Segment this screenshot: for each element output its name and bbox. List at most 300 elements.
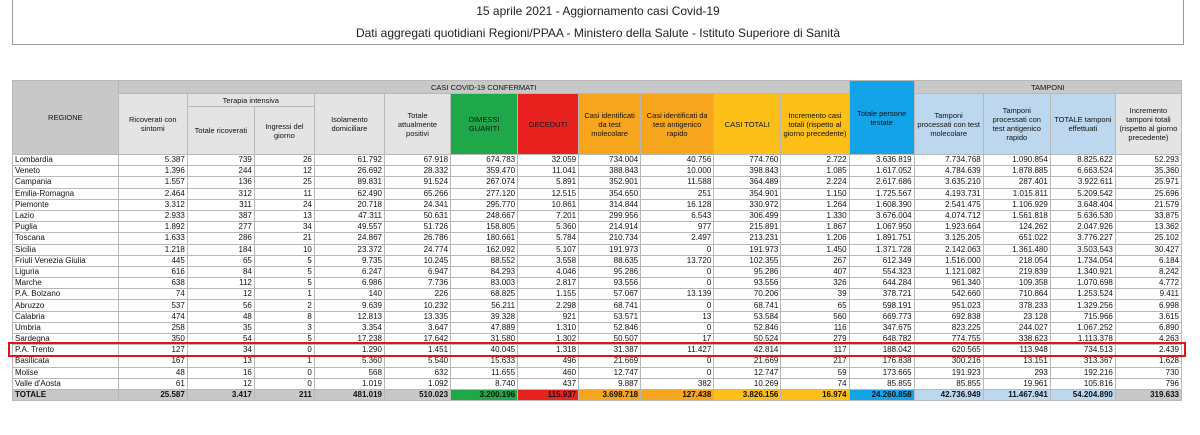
value-cell: 210.734 [579,233,641,244]
value-cell: 52.846 [579,322,641,333]
value-cell: 7.734.768 [914,155,983,166]
value-cell: 85.855 [849,378,914,389]
value-cell: 34 [254,222,314,233]
region-name-cell: Basilicata [13,356,119,367]
value-cell: 34 [187,345,254,356]
value-cell: 7.201 [518,210,579,221]
value-cell: 1.264 [781,199,849,210]
value-cell: 560 [781,311,849,322]
table-row [13,210,1182,221]
region-name-cell: Toscana [13,233,119,244]
value-cell: 102.355 [714,255,781,266]
value-cell: 50.631 [384,210,450,221]
value-cell: 2.497 [641,233,714,244]
total-value-cell: 127.438 [641,389,714,400]
value-cell: 1.106.929 [983,199,1050,210]
value-cell: 6.998 [1115,300,1181,311]
value-cell: 1.340.921 [1050,266,1115,277]
value-cell: 5.891 [518,177,579,188]
value-cell: 0 [254,345,314,356]
region-name-cell: Valle d'Aosta [13,378,119,389]
value-cell: 5.540 [384,356,450,367]
value-cell: 68.741 [714,300,781,311]
value-cell: 5 [254,266,314,277]
value-cell: 644.284 [849,278,914,289]
value-cell: 47.889 [451,322,518,333]
value-cell: 61.792 [314,155,384,166]
value-cell: 62.490 [314,188,384,199]
value-cell: 7.736 [384,278,450,289]
value-cell: 10.269 [714,378,781,389]
value-cell: 2.933 [118,210,187,221]
total-value-cell: 25.587 [118,389,187,400]
value-cell: 35 [187,322,254,333]
value-cell: 1.302 [518,334,579,345]
value-cell: 176.838 [849,356,914,367]
value-cell: 40.756 [641,155,714,166]
value-cell: 12.515 [518,188,579,199]
value-cell: 359.470 [451,166,518,177]
value-cell: 2.617.686 [849,177,914,188]
value-cell: 11.655 [451,367,518,378]
value-cell: 10.861 [518,199,579,210]
region-name-cell: Calabria [13,311,119,322]
value-cell: 244.027 [983,322,1050,333]
value-cell: 3.615 [1115,311,1181,322]
value-cell: 4.263 [1115,334,1181,345]
value-cell: 3.648.404 [1050,199,1115,210]
value-cell: 24.774 [384,244,450,255]
total-value-cell: 3.200.196 [451,389,518,400]
table-row [13,345,1182,356]
value-cell: 218.054 [983,255,1050,266]
table-row [13,300,1182,311]
value-cell: 1.113.378 [1050,334,1115,345]
value-cell: 1.891.751 [849,233,914,244]
value-cell: 248.667 [451,210,518,221]
value-cell: 300.216 [914,356,983,367]
value-cell: 277.120 [451,188,518,199]
value-cell: 338.623 [983,334,1050,345]
value-cell: 30.427 [1115,244,1181,255]
value-cell: 4.193.731 [914,188,983,199]
value-cell: 669.773 [849,311,914,322]
region-name-cell: Sicilia [13,244,119,255]
value-cell: 25.696 [1115,188,1181,199]
total-value-cell: 3.417 [187,389,254,400]
value-cell: 1.451 [384,345,450,356]
value-cell: 258 [118,322,187,333]
value-cell: 9.411 [1115,289,1181,300]
value-cell: 49.557 [314,222,384,233]
report-subtitle: Dati aggregati quotidiani Regioni/PPAA - Ministero della Salute - Istituto Superiore di Sanità [355,26,841,40]
value-cell: 42.814 [714,345,781,356]
value-cell: 612.349 [849,255,914,266]
value-cell: 24.341 [384,199,450,210]
value-cell: 3.776.227 [1050,233,1115,244]
value-cell: 105.816 [1050,378,1115,389]
value-cell: 89.831 [314,177,384,188]
table-row [13,266,1182,277]
total-value-cell: 42.736.949 [914,389,983,400]
value-cell: 774.760 [714,155,781,166]
total-row [13,389,1182,400]
total-value-cell: 16.974 [781,389,849,400]
value-cell: 4.784.639 [914,166,983,177]
region-name-cell: Puglia [13,222,119,233]
value-cell: 977 [641,222,714,233]
value-cell: 715.966 [1050,311,1115,322]
col-header-ricoverati: Ricoverati con sintomi [118,94,187,155]
value-cell: 54 [187,334,254,345]
value-cell: 40.045 [451,345,518,356]
value-cell: 286 [187,233,254,244]
value-cell: 12 [187,378,254,389]
value-cell: 616 [118,266,187,277]
value-cell: 352.901 [579,177,641,188]
value-cell: 215.891 [714,222,781,233]
value-cell: 3.636.819 [849,155,914,166]
value-cell: 13 [187,356,254,367]
value-cell: 1.561.818 [983,210,1050,221]
table-row [13,155,1182,166]
value-cell: 53.571 [579,311,641,322]
value-cell: 50.507 [579,334,641,345]
value-cell: 113.948 [983,345,1050,356]
value-cell: 6.184 [1115,255,1181,266]
value-cell: 474 [118,311,187,322]
value-cell: 219.839 [983,266,1050,277]
value-cell: 1.218 [118,244,187,255]
value-cell: 0 [641,266,714,277]
value-cell: 279 [781,334,849,345]
value-cell: 226 [384,289,450,300]
col-header-casi-totali: CASI TOTALI [714,94,781,155]
value-cell: 3 [254,322,314,333]
value-cell: 52.293 [1115,155,1181,166]
value-cell: 191.923 [914,367,983,378]
value-cell: 24.867 [314,233,384,244]
value-cell: 5.107 [518,244,579,255]
value-cell: 56 [187,300,254,311]
value-cell: 25.102 [1115,233,1181,244]
value-cell: 437 [518,378,579,389]
value-cell: 1.450 [781,244,849,255]
value-cell: 213.231 [714,233,781,244]
value-cell: 6.663.524 [1050,166,1115,177]
value-cell: 192.216 [1050,367,1115,378]
value-cell: 136 [187,177,254,188]
value-cell: 1.396 [118,166,187,177]
table-row [13,322,1182,333]
value-cell: 12.747 [714,367,781,378]
value-cell: 67.918 [384,155,450,166]
region-name-cell: Lazio [13,210,119,221]
value-cell: 5.784 [518,233,579,244]
value-cell: 364.489 [714,177,781,188]
value-cell: 32.059 [518,155,579,166]
total-value-cell: 54.204.890 [1050,389,1115,400]
value-cell: 299.956 [579,210,641,221]
value-cell: 4.074.712 [914,210,983,221]
value-cell: 13 [641,311,714,322]
value-cell: 1.892 [118,222,187,233]
value-cell: 35.360 [1115,166,1181,177]
value-cell: 734.004 [579,155,641,166]
value-cell: 13.139 [641,289,714,300]
value-cell: 9.735 [314,255,384,266]
total-value-cell: 3.826.156 [714,389,781,400]
value-cell: 84.293 [451,266,518,277]
group-header-terapia: Terapia intensiva [187,94,314,107]
region-name-cell: Umbria [13,322,119,333]
value-cell: 350 [118,334,187,345]
value-cell: 1.150 [781,188,849,199]
value-cell: 11.588 [641,177,714,188]
region-name-cell: Veneto [13,166,119,177]
value-cell: 13.362 [1115,222,1181,233]
value-cell: 0 [641,278,714,289]
value-cell: 1.310 [518,322,579,333]
value-cell: 191.973 [714,244,781,255]
value-cell: 26.786 [384,233,450,244]
value-cell: 311 [187,199,254,210]
value-cell: 1.734.054 [1050,255,1115,266]
value-cell: 184 [187,244,254,255]
value-cell: 961.340 [914,278,983,289]
total-label-cell: TOTALE [13,389,119,400]
value-cell: 93.556 [714,278,781,289]
value-cell: 17.642 [384,334,450,345]
value-cell: 398.843 [714,166,781,177]
value-cell: 8.825.622 [1050,155,1115,166]
table-row [13,244,1182,255]
value-cell: 1.330 [781,210,849,221]
value-cell: 162.092 [451,244,518,255]
value-cell: 330.972 [714,199,781,210]
table-row [13,278,1182,289]
total-value-cell: 211 [254,389,314,400]
value-cell: 648.782 [849,334,914,345]
value-cell: 244 [187,166,254,177]
value-cell: 1.318 [518,345,579,356]
value-cell: 70.206 [714,289,781,300]
table-row [13,378,1182,389]
value-cell: 378.721 [849,289,914,300]
value-cell: 445 [118,255,187,266]
value-cell: 21.669 [579,356,641,367]
value-cell: 21 [254,233,314,244]
value-cell: 11 [254,188,314,199]
total-value-cell: 510.023 [384,389,450,400]
value-cell: 74 [781,378,849,389]
region-name-cell: P.A. Trento [13,345,119,356]
value-cell: 568 [314,367,384,378]
value-cell: 1.067.252 [1050,322,1115,333]
value-cell: 598.191 [849,300,914,311]
value-cell: 127 [118,345,187,356]
value-cell: 91.524 [384,177,450,188]
value-cell: 1.725.567 [849,188,914,199]
value-cell: 93.556 [579,278,641,289]
value-cell: 167 [118,356,187,367]
col-header-molecolare: Casi identificati da test molecolare [579,94,641,155]
table-row [13,188,1182,199]
value-cell: 31.580 [451,334,518,345]
value-cell: 74 [118,289,187,300]
table-row [13,166,1182,177]
total-value-cell: 481.019 [314,389,384,400]
value-cell: 295.770 [451,199,518,210]
value-cell: 9.639 [314,300,384,311]
report-header [12,0,1184,45]
value-cell: 57.067 [579,289,641,300]
value-cell: 354.650 [579,188,641,199]
value-cell: 312 [187,188,254,199]
value-cell: 217 [781,356,849,367]
total-value-cell: 319.633 [1115,389,1181,400]
value-cell: 347.675 [849,322,914,333]
table-row [13,222,1182,233]
value-cell: 2.298 [518,300,579,311]
value-cell: 1.923.664 [914,222,983,233]
value-cell: 19.961 [983,378,1050,389]
value-cell: 17.238 [314,334,384,345]
value-cell: 293 [983,367,1050,378]
value-cell: 1.121.082 [914,266,983,277]
region-name-cell: Campania [13,177,119,188]
value-cell: 39.328 [451,311,518,322]
value-cell: 1.557 [118,177,187,188]
value-cell: 88.635 [579,255,641,266]
value-cell: 2.047.926 [1050,222,1115,233]
value-cell: 382 [641,378,714,389]
value-cell: 17 [641,334,714,345]
value-cell: 1.155 [518,289,579,300]
region-name-cell: Marche [13,278,119,289]
value-cell: 460 [518,367,579,378]
value-cell: 1 [254,356,314,367]
value-cell: 191.973 [579,244,641,255]
value-cell: 1.015.811 [983,188,1050,199]
value-cell: 13.720 [641,255,714,266]
value-cell: 739 [187,155,254,166]
value-cell: 88.552 [451,255,518,266]
col-header-tamponi-totale: TOTALE tamponi effettuati [1050,94,1115,155]
value-cell: 12.747 [579,367,641,378]
value-cell: 56.211 [451,300,518,311]
col-header-positivi: Totale attualmente positivi [384,94,450,155]
value-cell: 387 [187,210,254,221]
value-cell: 3.558 [518,255,579,266]
value-cell: 2.464 [118,188,187,199]
total-value-cell: 24.260.858 [849,389,914,400]
col-header-regione: REGIONE [13,81,119,155]
value-cell: 5 [254,255,314,266]
value-cell: 4.772 [1115,278,1181,289]
value-cell: 65 [781,300,849,311]
covid-data-table [12,80,1182,401]
value-cell: 6.890 [1115,322,1181,333]
table-row [13,289,1182,300]
col-header-isolamento: Isolamento domiciliare [314,94,384,155]
value-cell: 39 [781,289,849,300]
value-cell: 796 [1115,378,1181,389]
value-cell: 21.579 [1115,199,1181,210]
value-cell: 1.253.524 [1050,289,1115,300]
value-cell: 0 [254,378,314,389]
value-cell: 2 [254,300,314,311]
value-cell: 1.090.854 [983,155,1050,166]
value-cell: 140 [314,289,384,300]
value-cell: 109.358 [983,278,1050,289]
value-cell: 1.206 [781,233,849,244]
value-cell: 85.855 [914,378,983,389]
value-cell: 13.335 [384,311,450,322]
value-cell: 16 [187,367,254,378]
value-cell: 214.914 [579,222,641,233]
table-row [13,334,1182,345]
value-cell: 52.846 [714,322,781,333]
value-cell: 95.286 [579,266,641,277]
value-cell: 1.329.256 [1050,300,1115,311]
value-cell: 3.922.611 [1050,177,1115,188]
value-cell: 59 [781,367,849,378]
col-header-incremento-casi: Incremento casi totali (rispetto al giorno precedente) [781,94,849,155]
region-name-cell: Abruzzo [13,300,119,311]
value-cell: 26.692 [314,166,384,177]
value-cell: 313.367 [1050,356,1115,367]
value-cell: 26 [254,155,314,166]
table-row [13,177,1182,188]
value-cell: 8 [254,311,314,322]
value-cell: 31.387 [579,345,641,356]
group-header-tamponi: TAMPONI [914,81,1181,94]
value-cell: 638 [118,278,187,289]
value-cell: 554.323 [849,266,914,277]
value-cell: 95.286 [714,266,781,277]
value-cell: 734.513 [1050,345,1115,356]
value-cell: 267.074 [451,177,518,188]
value-cell: 68.825 [451,289,518,300]
col-header-tamponi-molecolare: Tamponi processati con test molecolare [914,94,983,155]
value-cell: 1.608.390 [849,199,914,210]
value-cell: 251 [641,188,714,199]
value-cell: 33.875 [1115,210,1181,221]
value-cell: 23.128 [983,311,1050,322]
value-cell: 3.647 [384,322,450,333]
value-cell: 1.085 [781,166,849,177]
value-cell: 48 [118,367,187,378]
value-cell: 692.838 [914,311,983,322]
value-cell: 117 [781,345,849,356]
region-name-cell: P.A. Bolzano [13,289,119,300]
value-cell: 65.266 [384,188,450,199]
value-cell: 632 [384,367,450,378]
value-cell: 2.224 [781,177,849,188]
col-header-antigenico: Casi identificati da test antigenico rapido [641,94,714,155]
value-cell: 9.887 [579,378,641,389]
total-value-cell: 115.937 [518,389,579,400]
value-cell: 314.844 [579,199,641,210]
region-name-cell: Liguria [13,266,119,277]
value-cell: 24 [254,199,314,210]
value-cell: 1.867 [781,222,849,233]
value-cell: 5.636.530 [1050,210,1115,221]
value-cell: 1.628 [1115,356,1181,367]
value-cell: 10 [254,244,314,255]
region-name-cell: Friuli Venezia Giulia [13,255,119,266]
